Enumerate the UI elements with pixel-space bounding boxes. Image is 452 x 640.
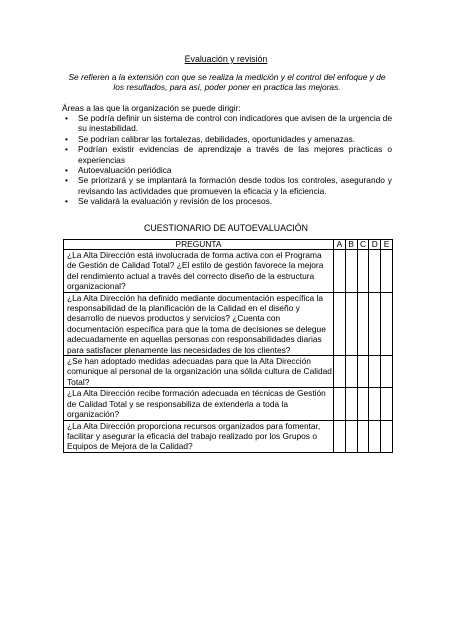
questionnaire-table: [63, 239, 393, 453]
bullet-item: [62, 134, 392, 144]
bullet-text: Se validará la evaluación y revisión de los procesos.: [78, 196, 273, 207]
answer-cell-d[interactable]: [369, 250, 381, 293]
bullet-text: Se priorizará y se implantará la formación desde todos los controles, asegurando y revisando las actividades que promueven la eficacia y la eficiencia.: [78, 175, 392, 196]
bullet-icon: •: [65, 165, 68, 176]
bullet-text: Se podrían calibrar las fortalezas, debilidades, oportunidades y amenazas.: [78, 133, 356, 144]
bullet-icon: •: [65, 133, 68, 144]
bullet-text: Autoevaluación periódica: [78, 165, 172, 176]
areas-heading: Áreas a las que la organización se puede dirigir:: [62, 103, 241, 113]
table-row: [64, 388, 393, 420]
question-text: ¿Se han adoptado medidas adecuadas para que la Alta Dirección comunique al personal de la organización una sólida cultura de Calidad Total?: [64, 356, 334, 388]
table-row: [64, 356, 393, 388]
answer-cell-b[interactable]: [345, 292, 357, 355]
bullet-item: [62, 144, 392, 165]
answer-cell-a[interactable]: [334, 420, 346, 452]
bullet-icon: •: [65, 196, 68, 207]
answer-cell-c[interactable]: [357, 292, 369, 355]
bullet-item: [62, 165, 392, 175]
intro-paragraph: Se refieren a la extensión con que se realiza la medición y el control del enfoque y de los resultados, para así, poder poner en practica las mejoras.: [68, 72, 386, 93]
answer-cell-c[interactable]: [357, 420, 369, 452]
bullet-icon: •: [65, 175, 68, 186]
bullet-text: Podrían existir evidencias de aprendizaje a través de las mejores practicas o experiencias: [78, 144, 392, 165]
bullet-text: Se podría definir un sistema de control con indicadores que avisen de la urgencia de su inestabilidad.: [78, 113, 392, 134]
answer-cell-a[interactable]: [334, 250, 346, 293]
bullet-icon: •: [65, 113, 68, 123]
answer-cell-c[interactable]: [357, 250, 369, 293]
table-row: [64, 250, 393, 293]
table-row: [64, 292, 393, 355]
bullet-item: [62, 175, 392, 196]
section-title: Evaluación y revisión: [184, 54, 268, 64]
answer-cell-e[interactable]: [381, 388, 393, 420]
table-row: [64, 420, 393, 452]
answer-cell-b[interactable]: [345, 420, 357, 452]
answer-cell-d[interactable]: [369, 420, 381, 452]
column-header-c: C: [357, 240, 369, 250]
bullet-icon: •: [65, 144, 68, 155]
column-header-d: D: [369, 240, 381, 250]
answer-cell-d[interactable]: [369, 292, 381, 355]
bullet-item: [62, 196, 392, 206]
answer-cell-a[interactable]: [334, 388, 346, 420]
answer-cell-a[interactable]: [334, 356, 346, 388]
column-header-b: B: [345, 240, 357, 250]
answer-cell-c[interactable]: [357, 388, 369, 420]
answer-cell-e[interactable]: [381, 356, 393, 388]
question-text: ¿La Alta Dirección ha definido mediante documentación específica la responsabilidad de la planificación de la Calidad en el diseño y desarrollo de nuevos productos y servicios? ¿Cuenta con documentación específica para que la toma de decisiones se delegue adecuadamente en aquellas personas con responsabilidades diarias para satisfacer plenamente las necesidades de los clientes?: [64, 292, 334, 355]
answer-cell-e[interactable]: [381, 250, 393, 293]
answer-cell-d[interactable]: [369, 356, 381, 388]
column-header-e: E: [381, 240, 393, 250]
answer-cell-a[interactable]: [334, 292, 346, 355]
questionnaire-title: CUESTIONARIO DE AUTOEVALUACIÓN: [144, 223, 308, 233]
answer-cell-b[interactable]: [345, 356, 357, 388]
column-header-a: A: [334, 240, 346, 250]
question-text: ¿La Alta Dirección proporciona recursos organizados para fomentar, facilitar y asegurar la eficacia del trabajo realizado por los Grupos o Equipos de Mejora de la Calidad?: [64, 420, 334, 452]
bullet-list: [62, 113, 392, 207]
answer-cell-e[interactable]: [381, 292, 393, 355]
answer-cell-c[interactable]: [357, 356, 369, 388]
answer-cell-b[interactable]: [345, 388, 357, 420]
answer-cell-b[interactable]: [345, 250, 357, 293]
question-text: ¿La Alta Dirección recibe formación adecuada en técnicas de Gestión de Calidad Total y se responsabiliza de extenderla a toda la organización?: [64, 388, 334, 420]
column-header-question: PREGUNTA: [64, 240, 334, 250]
bullet-item: [62, 113, 392, 134]
question-text: ¿La Alta Dirección está involucrada de forma activa con el Programa de Gestión de Calidad Total? ¿El estilo de gestión favorece la mejora del rendimiento actual a través del correcto diseño de la estructura organizacional?: [64, 250, 334, 293]
answer-cell-d[interactable]: [369, 388, 381, 420]
answer-cell-e[interactable]: [381, 420, 393, 452]
table-header-row: [64, 240, 393, 250]
